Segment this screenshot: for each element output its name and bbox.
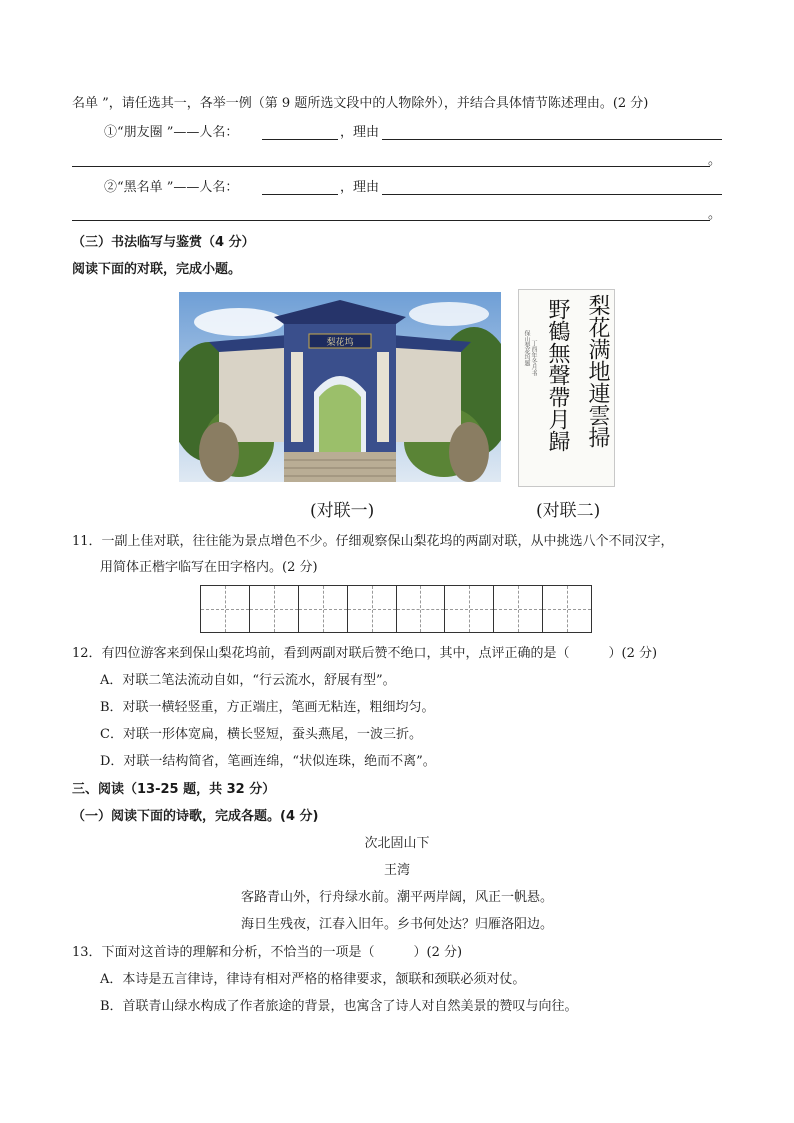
poem-title: 次北固山下 [364,836,430,851]
section-calligraphy-heading: （三）书法临写与鉴赏（4 分） [72,235,255,250]
section-calligraphy-instruction: 阅读下面的对联，完成小题。 [72,262,242,277]
q12-option-b[interactable]: B．对联一横轻竖重，方正端庄，笔画无粘连，粗细均匀。 [100,700,435,715]
q10-intro: 名单 ”，请任选其一，各举一例（第 9 题所选文段中的人物除外），并结合具体情节陈述理由。(2 分) [72,96,649,111]
grid-cell[interactable] [397,586,446,632]
blacklist-label: ②“黑名单 ”——人名： [104,180,239,195]
friend-period: 。 [708,153,722,168]
tianzige-grid[interactable] [200,585,592,633]
caption-couplet-one: (对联一) [310,501,375,521]
grid-cell[interactable] [543,586,591,632]
blacklist-name-blank[interactable] [262,194,338,195]
friend-reason-blank-2[interactable] [72,166,710,167]
q11-line2: 用简体正楷字临写在田字格内。(2 分) [100,560,318,575]
blacklist-reason-blank[interactable] [382,194,722,195]
friend-reason-blank[interactable] [382,139,722,140]
friend-circle-label: ①“朋友圈 ”——人名： [104,125,239,140]
q12-option-c[interactable]: C．对联一形体宽扁，横长竖短，蚕头燕尾，一波三折。 [100,727,422,742]
blacklist-reason-blank-2[interactable] [72,220,710,221]
poem-author: 王湾 [383,863,410,878]
q12-stem: 12．有四位游客来到保山梨花坞前，看到两副对联后赞不绝口，其中，点评正确的是（ ）(2 分) [72,646,658,661]
calligraphy-couplet [518,289,615,487]
q12-option-a[interactable]: A．对联二笔法流动自如，“行云流水，舒展有型”。 [100,673,396,688]
blacklist-period: 。 [708,207,722,222]
poem-line-1: 客路青山外，行舟绿水前。潮平两岸阔，风正一帆悬。 [240,890,553,905]
blacklist-reason-label: ，理由 [340,180,380,195]
q13-option-b[interactable]: B．首联青山绿水构成了作者旅途的背景，也寓含了诗人对自然美景的赞叹与向往。 [100,999,578,1014]
part3-subheading: （一）阅读下面的诗歌，完成各题。(4 分) [72,809,319,824]
grid-cell[interactable] [201,586,250,632]
grid-cell[interactable] [250,586,299,632]
grid-cell[interactable] [348,586,397,632]
grid-cell[interactable] [445,586,494,632]
friend-name-blank[interactable] [262,139,338,140]
caption-couplet-two: (对联二) [536,501,601,521]
q12-option-d[interactable]: D．对联一结构简省，笔画连绵，“状似连珠，绝而不离”。 [100,754,436,769]
couplet-left-line: 野鶴無聲帶月歸 [545,298,570,452]
inscription-2: 丁酉年冬月书 [530,340,537,376]
q13-stem: 13．下面对这首诗的理解和分析，不恰当的一项是（ ）(2 分) [72,945,463,960]
friend-reason-label: ，理由 [340,125,380,140]
couplet-right-line: 梨花满地連雲掃 [585,294,610,448]
archway-photo [179,292,501,482]
grid-cell[interactable] [299,586,348,632]
q13-option-a[interactable]: A．本诗是五言律诗，律诗有相对严格的格律要求，颔联和颈联必须对仗。 [100,972,526,987]
poem-line-2: 海日生残夜，江春入旧年。乡书何处达？归雁洛阳边。 [240,917,553,932]
q11-line1: 11．一副上佳对联，往往能为景点增色不少。仔细观察保山梨花坞的两副对联，从中挑选八个不同汉字， [72,534,674,549]
plaque-text: 梨花坞 [326,338,354,348]
grid-cell[interactable] [494,586,543,632]
part3-heading: 三、阅读（13-25 题，共 32 分） [72,782,276,797]
inscription-1: 保山梨花坞题 [523,330,530,366]
